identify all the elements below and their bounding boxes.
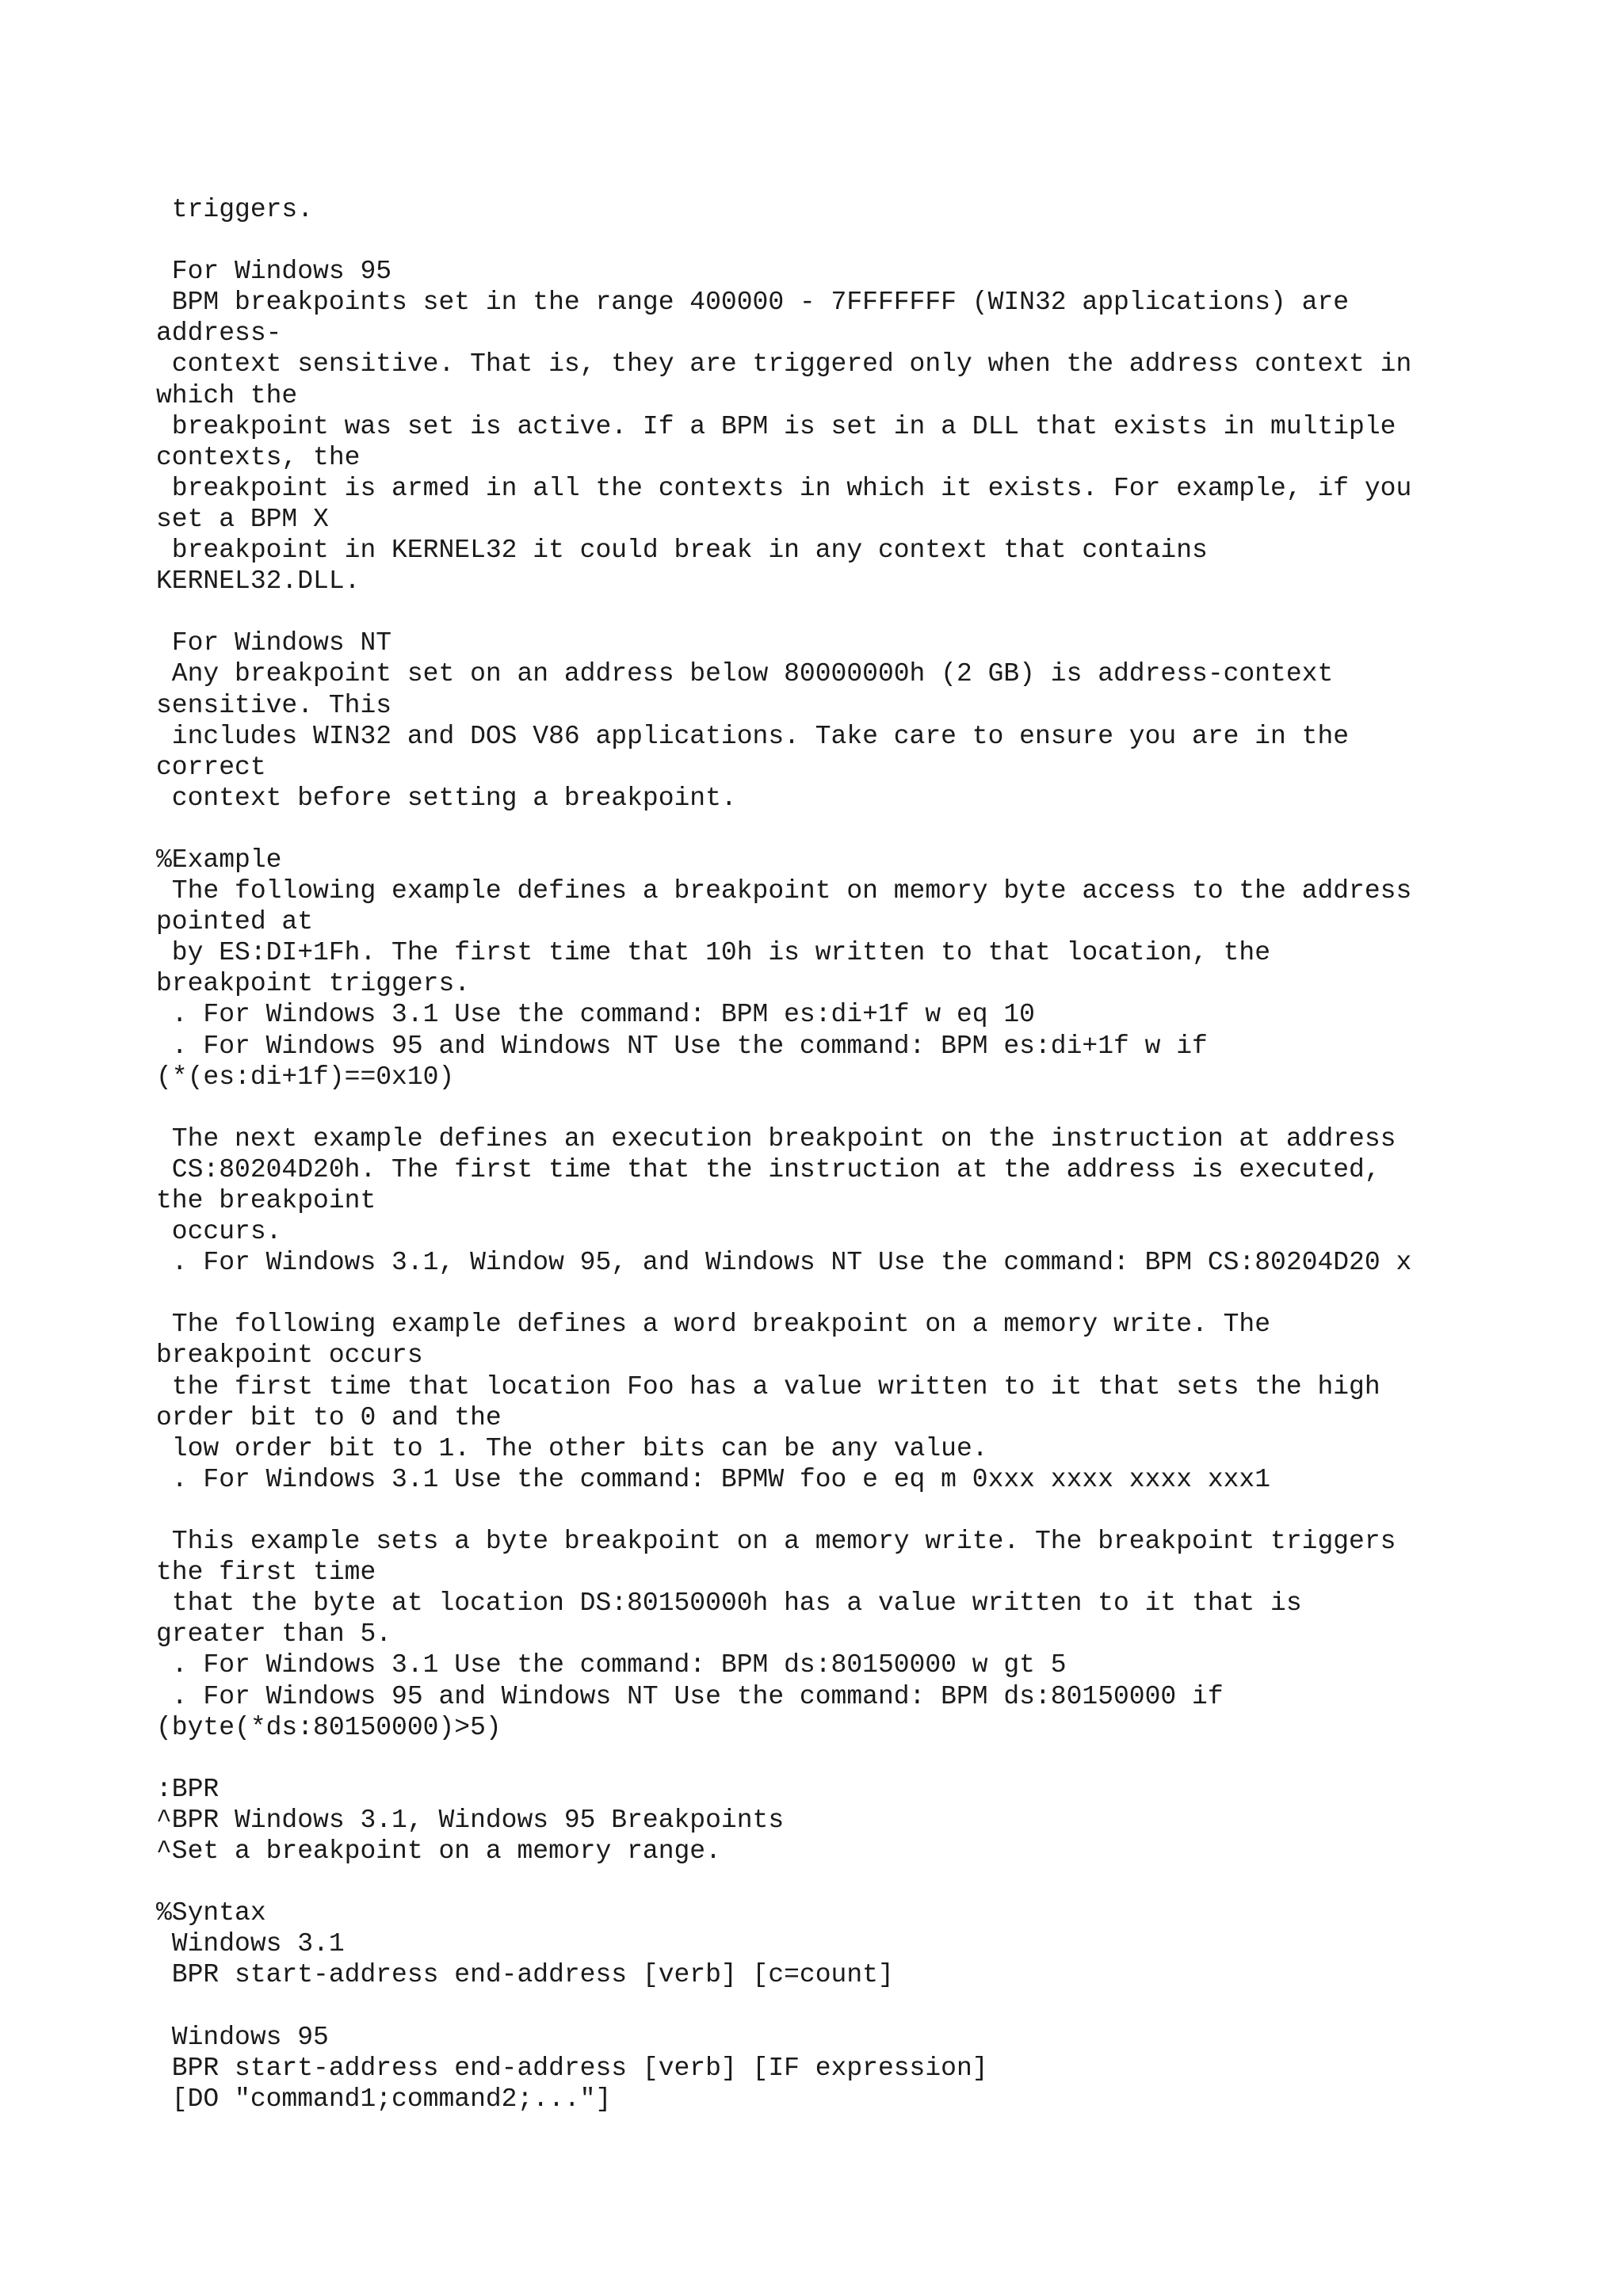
text-line: triggers. xyxy=(156,195,314,224)
text-line: context sensitive. That is, they are triggered only when the address context in xyxy=(156,349,1412,379)
text-line: address- xyxy=(156,318,282,349)
topic-summary: ^Set a breakpoint on a memory range. xyxy=(156,1836,721,1866)
command-line: (*(es:di+1f)==0x10) xyxy=(156,1062,455,1092)
blank-line xyxy=(156,814,1583,845)
blank-line xyxy=(156,225,1583,256)
command-line: . For Windows 95 and Windows NT Use the command: BPM ds:80150000 if xyxy=(156,1681,1224,1711)
command-line: . For Windows 3.1 Use the command: BPM ds:80150000 w gt 5 xyxy=(156,1650,1067,1680)
text-line: CS:80204D20h. The first time that the instruction at the address is executed, xyxy=(156,1154,1381,1184)
text-line: pointed at xyxy=(156,907,314,937)
text-line: by ES:DI+1Fh. The first time that 10h is written to that location, the xyxy=(156,938,1271,968)
blank-line xyxy=(156,1495,1583,1526)
text-line: occurs. xyxy=(156,1217,282,1247)
text-line: breakpoint in KERNEL32 it could break in any context that contains xyxy=(156,536,1208,566)
blank-line xyxy=(156,1990,1583,2021)
syntax-line: [DO "command1;command2;..."] xyxy=(156,2084,612,2114)
blank-line xyxy=(156,597,1583,627)
blank-line xyxy=(156,1867,1583,1897)
blank-line xyxy=(156,1278,1583,1309)
syntax-line: BPR start-address end-address [verb] [IF expression] xyxy=(156,2053,988,2083)
document-page xyxy=(156,194,1583,2115)
command-line: . For Windows 95 and Windows NT Use the command: BPM es:di+1f w if xyxy=(156,1031,1208,1061)
text-line: breakpoint occurs xyxy=(156,1341,423,1371)
text-line: greater than 5. xyxy=(156,1619,392,1650)
blank-line xyxy=(156,1743,1583,1774)
text-line: the first time that location Foo has a value written to it that sets the high xyxy=(156,1371,1381,1402)
text-line: includes WIN32 and DOS V86 applications. Take care to ensure you are in the xyxy=(156,721,1350,751)
section-heading: For Windows NT xyxy=(156,628,392,658)
text-line: breakpoint is armed in all the contexts in which it exists. For example, if you xyxy=(156,473,1412,503)
topic-marker: :BPR xyxy=(156,1774,220,1804)
text-line: sensitive. This xyxy=(156,690,392,720)
topic-title: ^BPR Windows 3.1, Windows 95 Breakpoints xyxy=(156,1805,785,1835)
text-line: low order bit to 1. The other bits can be any value. xyxy=(156,1433,988,1463)
text-line: BPM breakpoints set in the range 400000 - 7FFFFFFF (WIN32 applications) are xyxy=(156,288,1350,318)
command-line: (byte(*ds:80150000)>5) xyxy=(156,1712,502,1742)
text-line: The following example defines a word breakpoint on a memory write. The xyxy=(156,1310,1271,1340)
text-line: that the byte at location DS:80150000h has a value written to it that is xyxy=(156,1589,1302,1619)
text-line: the first time xyxy=(156,1558,376,1588)
text-line: This example sets a byte breakpoint on a memory write. The breakpoint triggers xyxy=(156,1527,1396,1557)
text-line: the breakpoint xyxy=(156,1186,376,1215)
section-heading: Windows 95 xyxy=(156,2022,329,2052)
command-line: . For Windows 3.1 Use the command: BPMW foo e eq m 0xxx xxxx xxxx xxx1 xyxy=(156,1464,1271,1494)
text-line: correct xyxy=(156,752,266,782)
blank-line xyxy=(156,1093,1583,1123)
section-heading: For Windows 95 xyxy=(156,257,392,287)
section-heading: Windows 3.1 xyxy=(156,1929,345,1959)
text-line: breakpoint triggers. xyxy=(156,969,471,999)
text-line: KERNEL32.DLL. xyxy=(156,566,361,597)
text-line: context before setting a breakpoint. xyxy=(156,783,737,813)
text-line: breakpoint was set is active. If a BPM is set in a DLL that exists in multiple xyxy=(156,411,1396,441)
text-line: The next example defines an execution breakpoint on the instruction at address xyxy=(156,1123,1396,1154)
text-line: contexts, the xyxy=(156,442,361,472)
syntax-heading: %Syntax xyxy=(156,1898,266,1928)
text-line: The following example defines a breakpoint on memory byte access to the address xyxy=(156,876,1412,906)
text-line: Any breakpoint set on an address below 80000000h (2 GB) is address-context xyxy=(156,659,1334,689)
text-line: order bit to 0 and the xyxy=(156,1402,502,1432)
command-line: . For Windows 3.1 Use the command: BPM es:di+1f w eq 10 xyxy=(156,1000,1035,1030)
command-line: . For Windows 3.1, Window 95, and Windows NT Use the command: BPM CS:80204D20 x xyxy=(156,1248,1412,1278)
syntax-line: BPR start-address end-address [verb] [c=count] xyxy=(156,1960,894,1990)
text-line: which the xyxy=(156,380,298,410)
example-heading: %Example xyxy=(156,845,282,875)
text-line: set a BPM X xyxy=(156,504,329,534)
